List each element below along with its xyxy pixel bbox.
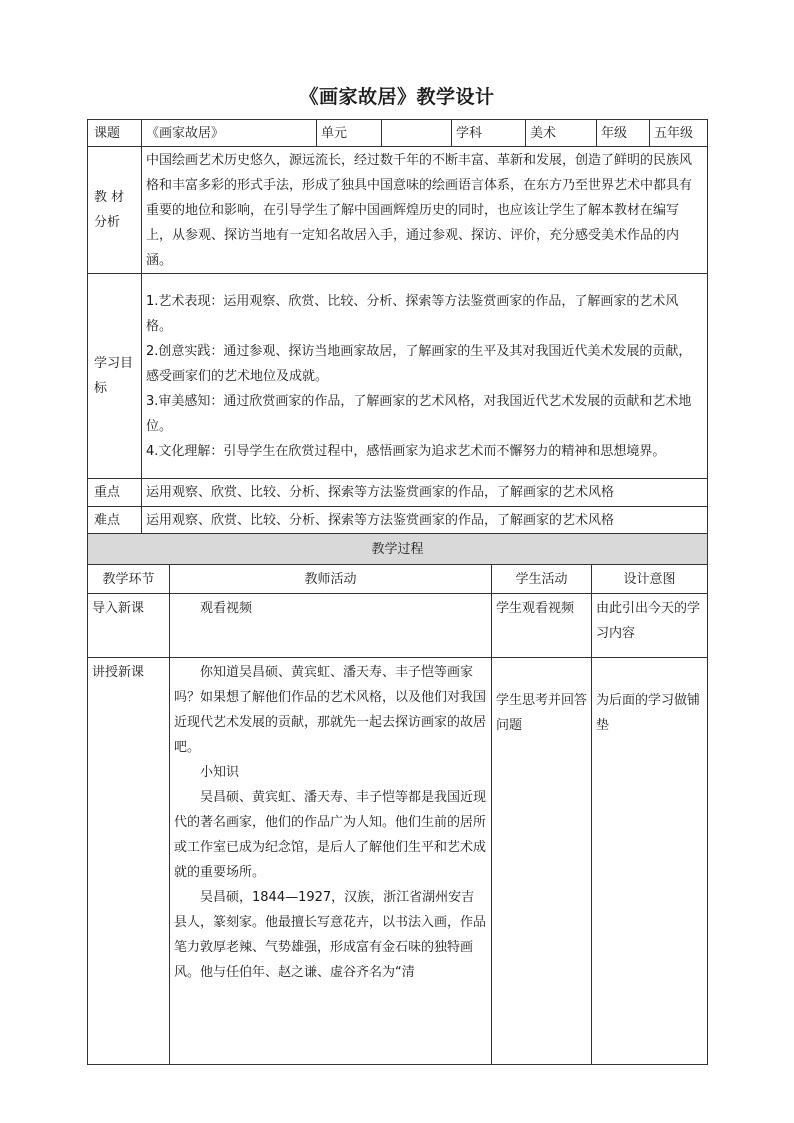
grade-value: 五年级: [650, 120, 708, 147]
student-cell: 学生观看视频: [492, 594, 592, 658]
unit-label: 单元: [317, 120, 382, 147]
course-row: [88, 120, 708, 147]
subject-value: 美术: [526, 120, 597, 147]
intent-cell: 为后面的学习做铺垫: [592, 658, 708, 1065]
column-header-row: [88, 565, 708, 594]
unit-value: [382, 120, 452, 147]
intent-cell: 由此引出今天的学习内容: [592, 594, 708, 658]
process-header-row: [88, 534, 708, 565]
table-row: [88, 594, 708, 658]
teacher-cell: [170, 658, 492, 1065]
goals-content: [142, 274, 708, 479]
page-title: 《画家故居》教学设计: [299, 86, 495, 108]
column-header-student: 学生活动: [492, 565, 592, 594]
teacher-paragraph: 观看视频: [200, 601, 253, 616]
column-header-stage: 教学环节: [88, 565, 170, 594]
teaching-process-table: [87, 533, 708, 1065]
lesson-info-table: [87, 119, 708, 534]
grade-label: 年级: [597, 120, 650, 147]
course-label: 课题: [88, 120, 142, 147]
analysis-label: 教 材分析: [88, 147, 142, 274]
table-row: [88, 658, 708, 1065]
column-header-teacher: 教师活动: [170, 565, 492, 594]
difficulty-row: [88, 507, 708, 534]
goal-item: 3.审美感知：通过欣赏画家的作品，了解画家的艺术风格，对我国近代艺术发展的贡献和艺术地位。: [146, 393, 692, 434]
teacher-paragraph: 吴昌硕，1844—1927，汉族，浙江省湖州安吉县人，篆刻家。他最擅长写意花卉，以书法入画，作品笔力敦厚老辣、气势雄强，形成富有金石味的独特画风。他与任伯年、赵之谦、虚谷齐名为“清: [174, 890, 487, 980]
goal-item: 2.创意实践：通过参观、探访当地画家故居，了解画家的生平及其对我国近代美术发展的贡献，感受画家们的艺术地位及成就。: [146, 343, 692, 384]
analysis-text: 中国绘画艺术历史悠久，源远流长，经过数千年的不断丰富、革新和发展，创造了鲜明的民族风格和丰富多彩的形式手法，形成了独具中国意味的绘画语言体系，在东方乃至世界艺术中都具有重要的地位和影响，在引导学生了解中国画辉煌历史的同时，也应该让学生了解本教材在编写上，从参观、探访当地有一定知名故居入手，通过参观、探访、评价，充分感受美术作品的内涵。: [142, 147, 708, 274]
difficulty-text: 运用观察、欣赏、比较、分析、探索等方法鉴赏画家的作品，了解画家的艺术风格: [142, 507, 708, 534]
key-point-row: [88, 479, 708, 507]
key-point-text: 运用观察、欣赏、比较、分析、探索等方法鉴赏画家的作品，了解画家的艺术风格: [142, 479, 708, 507]
teacher-paragraph: 小知识: [200, 765, 240, 780]
difficulty-label: 难点: [88, 507, 142, 534]
stage-cell: 导入新课: [88, 594, 170, 658]
subject-label: 学科: [452, 120, 526, 147]
stage-cell: 讲授新课: [88, 658, 170, 1065]
analysis-row: [88, 147, 708, 274]
teacher-cell: [170, 594, 492, 658]
goal-item: 4.文化理解：引导学生在欣赏过程中，感悟画家为追求艺术而不懈努力的精神和思想境界。: [146, 443, 666, 459]
goal-item: 1.艺术表现：运用观察、欣赏、比较、分析、探索等方法鉴赏画家的作品，了解画家的艺术风格。: [146, 293, 679, 334]
process-header: 教学过程: [88, 534, 708, 565]
teacher-paragraph: 吴昌硕、黄宾虹、潘天寿、丰子恺等都是我国近现代的著名画家，他们的作品广为人知。他们生前的居所或工作室已成为纪念馆，是后人了解他们生平和艺术成就的重要场所。: [174, 790, 487, 880]
key-point-label: 重点: [88, 479, 142, 507]
goals-row: [88, 274, 708, 479]
student-cell: 学生思考并回答问题: [492, 658, 592, 1065]
course-value: 《画家故居》: [142, 120, 317, 147]
goals-label: 学习目标: [88, 274, 142, 479]
teacher-paragraph: 你知道吴昌硕、黄宾虹、潘天寿、丰子恺等画家吗？如果想了解他们作品的艺术风格，以及他们对我国近现代艺术发展的贡献，那就先一起去探访画家的故居吧。: [174, 665, 487, 755]
column-header-intent: 设计意图: [592, 565, 708, 594]
